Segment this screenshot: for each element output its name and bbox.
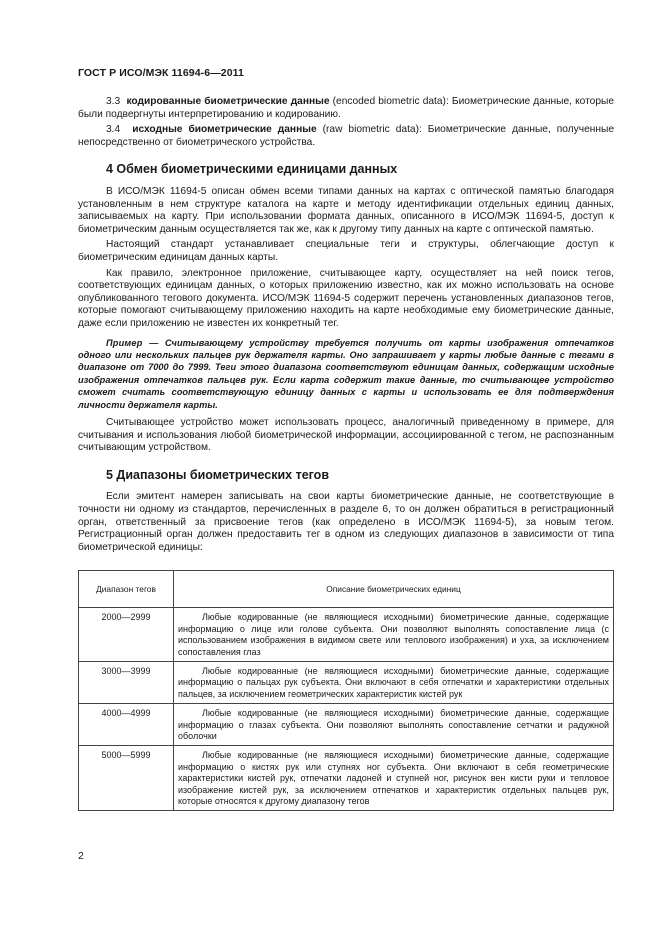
definition-text: (encoded biometric data): Биометрические данные, которые были подвергнуты интерпретированию и кодированию. [78, 96, 614, 120]
column-header-range: Диапазон тегов [79, 571, 174, 608]
example-lead: Пример — [106, 337, 159, 348]
column-header-description: Описание биометрических единиц [174, 571, 614, 608]
table-row [79, 704, 614, 746]
tag-range-cell: 2000—2999 [79, 608, 174, 662]
document-body [78, 96, 614, 811]
section-5-heading: 5 Диапазоны биометрических тегов [106, 467, 330, 482]
section-4-paragraph-4: Считывающее устройство может использовать процесс, аналогичный приведенному в примере, для считывания и использования любой биометрической информации, ассоциированной с тегом, не распознанным считывающим устройством. [78, 416, 614, 454]
section-4-paragraph-2: Настоящий стандарт устанавливает специальные теги и структуры, облегчающие доступ к биометрическим единицам данных карты. [78, 239, 614, 263]
table-header-row [79, 571, 614, 608]
definition-number: 3.4 [106, 124, 121, 136]
tag-description-cell: Любые кодированные (не являющиеся исходными) биометрические данные, содержащие информацию о глазах субъекта. Они позволяют выполнять сопоставление сетчатки и радужной оболочки [174, 704, 614, 746]
tag-ranges-table [78, 570, 614, 811]
tag-range-cell: 5000—5999 [79, 746, 174, 811]
section-4-heading: 4 Обмен биометрическими единицами данных [106, 162, 398, 177]
section-4-paragraph-3: Как правило, электронное приложение, считывающее карту, осуществляет на ней поиск тегов, соответствующих единицам данных, о которых приложению известно, как их можно использовать на основе опубликованного тегового документа. ИСО/МЭК 11694-5 содержит перечень установленных диапазонов тегов, которые помогают считывающему приложению находить на карте необходимые ему биометрические данные, даже если приложению не известен их конкретный тег. [78, 267, 614, 329]
tag-description-cell: Любые кодированные (не являющиеся исходными) биометрические данные, содержащие информацию о лице или голове субъекта. Они позволяют выполнять сопоставление лица (с использованием изображения в видимом свете или теплового изображения) и уха, за исключением сопоставления глаз [174, 608, 614, 662]
definition-3-4 [78, 124, 614, 149]
definition-term: кодированные биометрические данные [126, 96, 330, 107]
tag-range-cell: 3000—3999 [79, 661, 174, 703]
tag-description-cell: Любые кодированные (не являющиеся исходными) биометрические данные, содержащие информацию о пальцах рук субъекта. Они включают в себя отпечатки и характеристики отдельных пальцев, за исключением геометрических характеристик кистей рук [174, 661, 614, 703]
definition-number: 3.3 [106, 96, 121, 107]
section-5-paragraph-1: Если эмитент намерен записывать на свои карты биометрические данные, не соответствующие в точности ни одному из стандартов, перечисленных в разделе 6, то он должен обратиться в регистрационный орган, ответственный за присвоение тегов (как определено в ИСО/МЭК 11694-5), за новым тегом. Регистрационный орган должен предоставить тег в одном из следующих диапазонов в зависимости от типа биометрической единицы: [78, 491, 614, 553]
page-number: 2 [78, 850, 84, 862]
definition-text: (raw biometric data): Биометрические данные, полученные непосредственно от биометрического устройства. [78, 124, 614, 148]
example-note [78, 337, 614, 411]
definition-term: исходные биометрические данные [132, 124, 317, 136]
tag-range-cell: 4000—4999 [79, 704, 174, 746]
document-header: ГОСТ Р ИСО/МЭК 11694-6—2011 [78, 67, 244, 79]
table-row [79, 661, 614, 703]
example-text: Считывающему устройству требуется получить от карты изображения отпечатков одного или нескольких пальцев рук держателя карты. Оно запрашивает у карты любые данные с тегами в диапазоне от 7000 до 7999. Теги этого диапазона соответствуют единицам данных, содержащим исходные изображения отпечатков пальцев рук. Если карта содержит такие данные, то считывающее устройство сможет считать соответствующую единицу данных с карты и использовать ее для подтверждения личности держателя карты. [78, 337, 614, 410]
table-row [79, 608, 614, 662]
table-row [79, 746, 614, 811]
definition-3-3 [78, 96, 614, 121]
section-4-paragraph-1: В ИСО/МЭК 11694-5 описан обмен всеми типами данных на картах с оптической памятью благодаря установленным в нем структуре каталога на карте и методу идентификации отдельных единиц данных, записываемых на карту. При использовании формата данных, описанного в ИСО/МЭК 11694-5, доступ к биометрическим данным осуществляется так же, как к другому типу данных на карте с оптической памятью. [78, 185, 614, 235]
tag-description-cell: Любые кодированные (не являющиеся исходными) биометрические данные, содержащие информацию о кистях рук или ступнях ног субъекта. Они включают в себя геометрические характеристики кистей рук, отпечатки ладоней и ступней ног, рисунок вен кисти руки и тепловое изображение кистей рук, за исключением отпечатков и характеристик отдельных пальцев рук, которые относятся к другому диапазону тегов [174, 746, 614, 811]
